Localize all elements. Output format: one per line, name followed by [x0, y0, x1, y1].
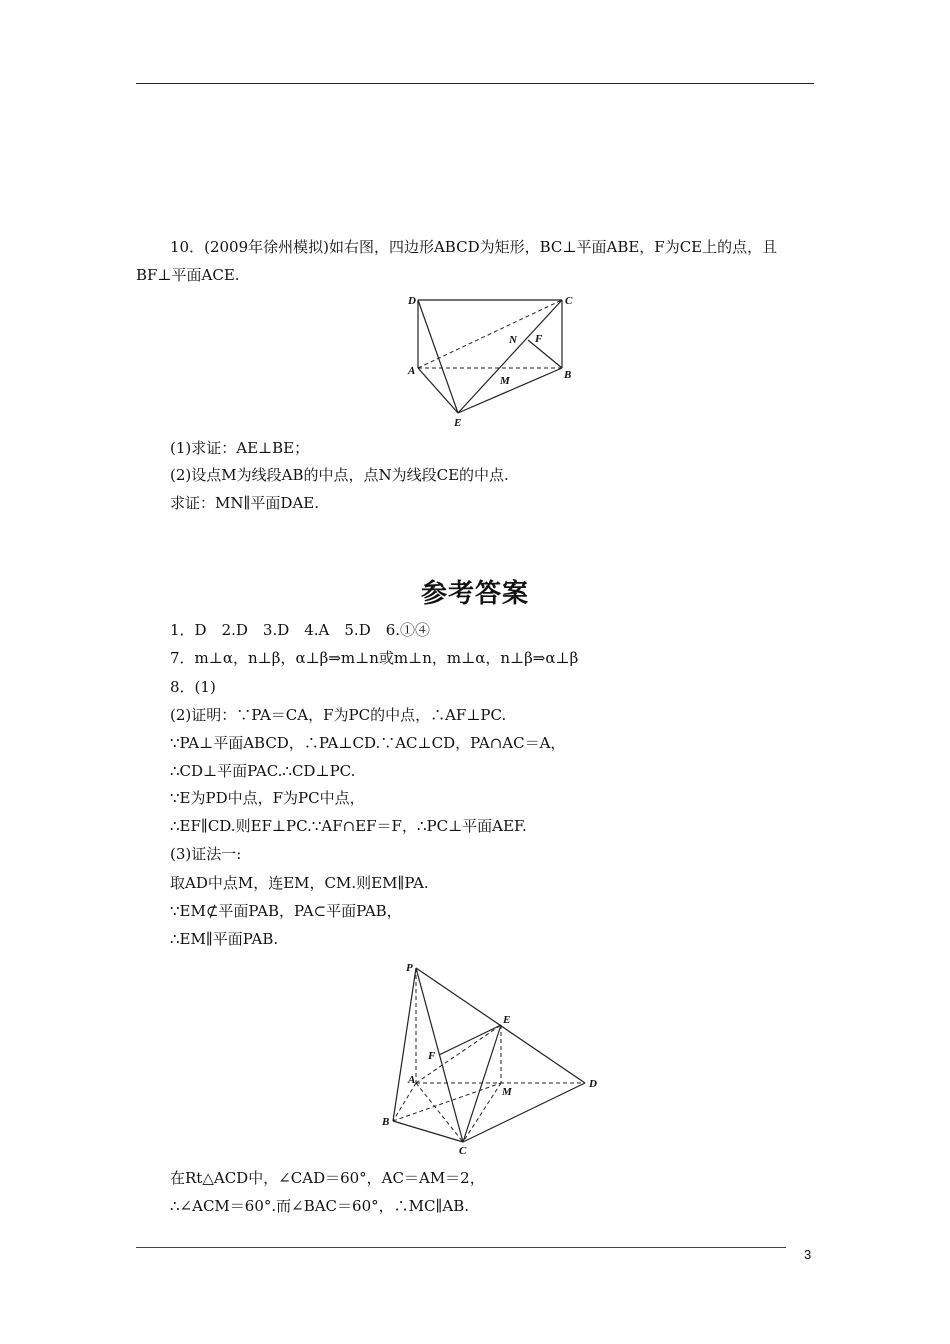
- label-b: B: [564, 369, 572, 381]
- answer-line: (2)证明：∵PA＝CA，F为PC的中点，∴AF⊥PC.: [170, 706, 507, 724]
- label-a: A: [408, 365, 416, 377]
- answer-line: 在Rt△ACD中，∠CAD＝60°，AC＝AM＝2，: [170, 1169, 485, 1187]
- page-number: 3: [804, 1247, 812, 1262]
- answer-line: 1．D 2.D 3.D 4.A 5.D 6.①④: [170, 621, 431, 639]
- label-d: D: [408, 295, 416, 307]
- figure-pyramid-pabcd: [375, 958, 615, 1158]
- label-c: C: [565, 295, 573, 307]
- answer-line: 7．m⊥α，n⊥β，α⊥β⇒m⊥n或m⊥n，m⊥α，n⊥β⇒α⊥β: [170, 649, 579, 667]
- label-p: P: [406, 962, 413, 974]
- label-a: A: [408, 1074, 416, 1086]
- answer-line: ∴∠ACM＝60°.而∠BAC＝60°，∴MC∥AB.: [170, 1197, 470, 1215]
- segment-ac-dashed: [416, 1083, 463, 1142]
- answer-line: 8．(1): [170, 678, 216, 696]
- edge-cd: [463, 1083, 585, 1142]
- label-c: C: [459, 1145, 467, 1157]
- figure-rectangle-abcd: [400, 290, 590, 430]
- edge-pb: [393, 968, 416, 1121]
- label-m: M: [502, 1086, 512, 1098]
- header-rule: [136, 83, 814, 84]
- answer-line: ∴CD⊥平面PAC.∴CD⊥PC.: [170, 762, 356, 780]
- label-e: E: [503, 1014, 511, 1026]
- answer-line: 取AD中点M，连EM，CM.则EM∥PA.: [170, 874, 429, 892]
- segment-fb: [528, 340, 562, 368]
- label-e: E: [454, 417, 462, 429]
- edge-be: [458, 368, 562, 413]
- label-f: F: [428, 1050, 436, 1062]
- question-10-part-1: (1)求证：AE⊥BE；: [170, 439, 310, 457]
- edge-bc: [393, 1121, 463, 1142]
- label-b: B: [382, 1116, 390, 1128]
- label-f: F: [535, 333, 543, 345]
- question-10-part-2: (2)设点M为线段AB的中点，点N为线段CE的中点.: [170, 466, 509, 484]
- answer-line: ∵E为PD中点，F为PC中点，: [170, 789, 365, 807]
- answers-title: 参考答案: [420, 579, 529, 609]
- segment-bm-dashed: [393, 1083, 501, 1121]
- question-10-line-1: 10．(2009年徐州模拟)如右图，四边形ABCD为矩形，BC⊥平面ABE，F为CE上的点，且: [170, 238, 778, 256]
- edge-ae: [418, 368, 458, 413]
- answer-line: ∴EM∥平面PAB.: [170, 930, 279, 948]
- question-10-line-2: BF⊥平面ACE.: [136, 266, 240, 284]
- label-d: D: [589, 1078, 597, 1090]
- footer-rule: [136, 1247, 786, 1248]
- question-10-part-3: 求证：MN∥平面DAE.: [170, 494, 319, 512]
- answer-line: ∴EF∥CD.则EF⊥PC.∵AF∩EF＝F，∴PC⊥平面AEF.: [170, 817, 527, 835]
- edge-de: [418, 300, 458, 413]
- answer-line: ∵EM⊄平面PAB，PA⊂平面PAB，: [170, 902, 402, 920]
- segment-fe: [439, 1025, 501, 1055]
- edge-ce: [458, 300, 562, 413]
- label-n: N: [509, 334, 517, 346]
- label-m: M: [500, 375, 510, 387]
- answer-line: ∵PA⊥平面ABCD，∴PA⊥CD.∵AC⊥CD，PA∩AC＝A，: [170, 734, 566, 752]
- answer-line: (3)证法一:: [170, 845, 242, 863]
